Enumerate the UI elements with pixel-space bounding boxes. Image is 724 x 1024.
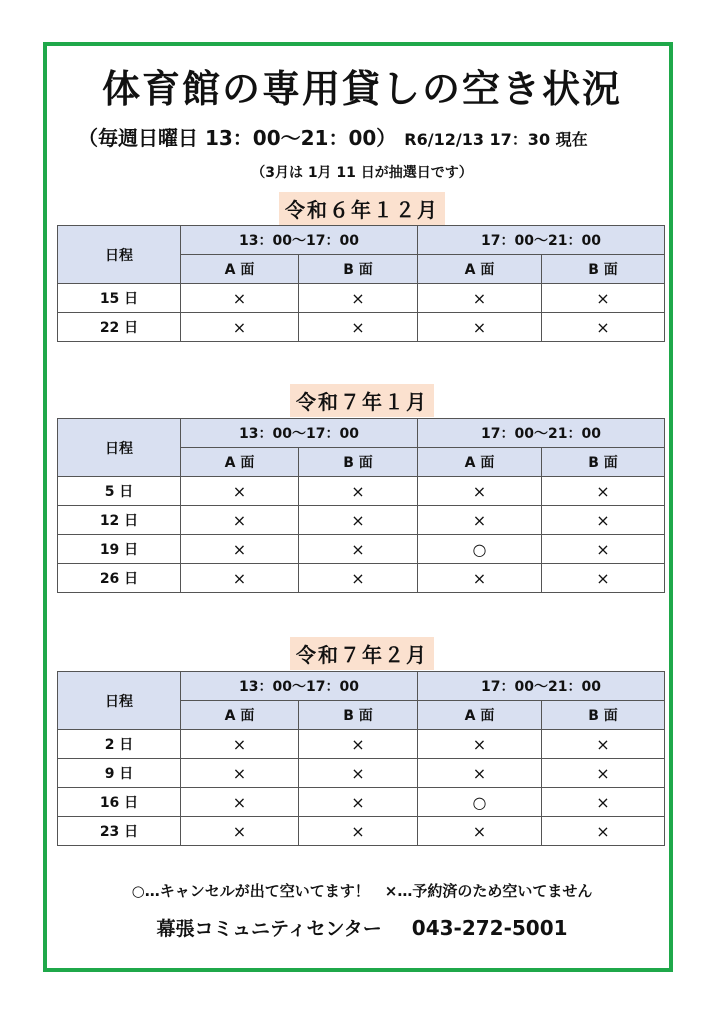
availability-table xyxy=(57,418,665,593)
row-date: 19 日 xyxy=(58,535,181,564)
status-mark: × xyxy=(542,313,665,342)
status-mark: × xyxy=(299,477,418,506)
header-slot-1: 13：00～17：00 xyxy=(181,419,418,448)
month-label: 令和７年１月 xyxy=(290,384,434,417)
header-court-b: B 面 xyxy=(542,448,665,477)
status-mark: × xyxy=(418,759,542,788)
status-mark: × xyxy=(181,313,299,342)
status-mark: × xyxy=(299,313,418,342)
status-mark: × xyxy=(181,817,299,846)
table-row xyxy=(58,564,665,593)
as-of-timestamp: R6/12/13 17：30 現在 xyxy=(404,130,588,149)
status-mark: × xyxy=(299,535,418,564)
status-mark: × xyxy=(299,564,418,593)
row-date: 12 日 xyxy=(58,506,181,535)
status-mark: × xyxy=(542,564,665,593)
table-row xyxy=(58,506,665,535)
status-mark: × xyxy=(542,817,665,846)
row-date: 26 日 xyxy=(58,564,181,593)
schedule-subtitle xyxy=(78,122,588,151)
status-mark: × xyxy=(299,788,418,817)
header-slot-1: 13：00～17：00 xyxy=(181,226,418,255)
status-mark: × xyxy=(418,284,542,313)
status-mark: × xyxy=(542,535,665,564)
availability-table xyxy=(57,671,665,846)
month-label: 令和７年２月 xyxy=(290,637,434,670)
contact-name: 幕張コミュニティセンター xyxy=(156,918,382,940)
header-court-a: A 面 xyxy=(181,701,299,730)
table-row xyxy=(58,817,665,846)
header-court-a: A 面 xyxy=(418,448,542,477)
row-date: 5 日 xyxy=(58,477,181,506)
status-mark: × xyxy=(299,759,418,788)
header-slot-1: 13：00～17：00 xyxy=(181,672,418,701)
status-mark: × xyxy=(299,284,418,313)
header-court-b: B 面 xyxy=(299,448,418,477)
schedule-hours: （毎週日曜日 13：00～21：00） xyxy=(78,126,397,150)
status-mark: × xyxy=(181,759,299,788)
status-mark: × xyxy=(418,730,542,759)
month-heading xyxy=(0,192,724,225)
table-row xyxy=(58,759,665,788)
status-mark: × xyxy=(181,284,299,313)
status-mark: × xyxy=(299,506,418,535)
row-date: 23 日 xyxy=(58,817,181,846)
status-mark: × xyxy=(418,506,542,535)
status-mark: × xyxy=(542,477,665,506)
month-heading xyxy=(0,384,724,417)
row-date: 16 日 xyxy=(58,788,181,817)
header-court-a: A 面 xyxy=(418,255,542,284)
status-mark: × xyxy=(418,564,542,593)
status-mark: × xyxy=(299,817,418,846)
month-heading xyxy=(0,637,724,670)
table-row xyxy=(58,788,665,817)
page-title: 体育館の専用貸しの空き状況 xyxy=(101,67,622,111)
header-slot-2: 17：00～21：00 xyxy=(418,226,665,255)
header-court-b: B 面 xyxy=(542,255,665,284)
header-court-a: A 面 xyxy=(181,448,299,477)
status-mark: × xyxy=(181,730,299,759)
status-mark: × xyxy=(418,313,542,342)
header-court-a: A 面 xyxy=(181,255,299,284)
header-date: 日程 xyxy=(58,226,181,284)
contact-phone: 043-272-5001 xyxy=(411,916,568,940)
header-court-b: B 面 xyxy=(299,255,418,284)
status-mark: × xyxy=(181,506,299,535)
status-mark: × xyxy=(418,477,542,506)
header-court-a: A 面 xyxy=(418,701,542,730)
status-mark: × xyxy=(542,759,665,788)
status-mark: ○ xyxy=(418,535,542,564)
status-mark: × xyxy=(542,506,665,535)
table-row xyxy=(58,477,665,506)
row-date: 15 日 xyxy=(58,284,181,313)
header-court-b: B 面 xyxy=(542,701,665,730)
availability-table xyxy=(57,225,665,342)
status-mark: × xyxy=(181,535,299,564)
table-row xyxy=(58,535,665,564)
status-mark: × xyxy=(181,788,299,817)
status-mark: × xyxy=(299,730,418,759)
status-mark: ○ xyxy=(418,788,542,817)
table-row xyxy=(58,284,665,313)
lottery-note: （3月は 1月 11 日が抽選日です） xyxy=(251,165,473,181)
header-slot-2: 17：00～21：00 xyxy=(418,419,665,448)
status-mark: × xyxy=(542,284,665,313)
status-mark: × xyxy=(542,730,665,759)
status-mark: × xyxy=(542,788,665,817)
header-date: 日程 xyxy=(58,672,181,730)
header-date: 日程 xyxy=(58,419,181,477)
status-mark: × xyxy=(181,477,299,506)
row-date: 22 日 xyxy=(58,313,181,342)
legend: ○…キャンセルが出て空いてます！ ×…予約済のため空いてません xyxy=(131,882,593,900)
row-date: 2 日 xyxy=(58,730,181,759)
contact-info xyxy=(0,914,724,941)
table-row xyxy=(58,313,665,342)
header-court-b: B 面 xyxy=(299,701,418,730)
table-row xyxy=(58,730,665,759)
row-date: 9 日 xyxy=(58,759,181,788)
header-slot-2: 17：00～21：00 xyxy=(418,672,665,701)
status-mark: × xyxy=(181,564,299,593)
status-mark: × xyxy=(418,817,542,846)
month-label: 令和６年１２月 xyxy=(279,192,445,225)
